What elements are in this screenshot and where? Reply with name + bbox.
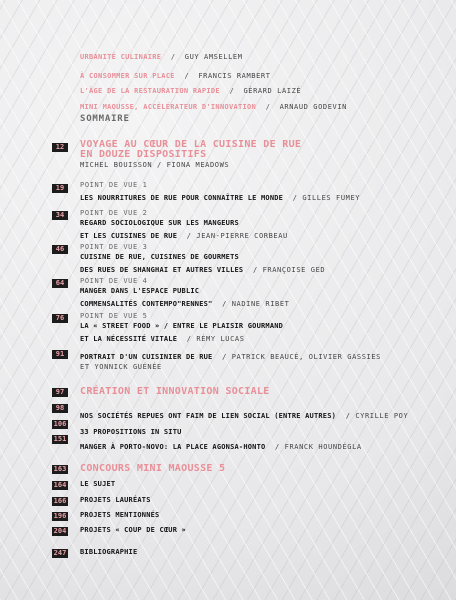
toc-entry[interactable]: PROJETS « COUP DE CŒUR »	[80, 526, 186, 534]
page-number: 164	[53, 481, 67, 489]
page-number: 12	[52, 143, 68, 152]
point-de-vue-label: POINT DE VUE 4	[80, 277, 148, 285]
entry-author: / NADINE RIBET	[222, 300, 290, 308]
intro-tag: L'ÂGE DE LA RESTAURATION RAPIDE	[80, 87, 220, 95]
entry-title: ET LES CUISINES DE RUE	[80, 232, 178, 240]
entry-title: LES NOURRITURES DE RUE POUR CONNAÎTRE LE MONDE	[80, 194, 284, 202]
entry-title: DES RUES DE SHANGHAI ET AUTRES VILLES	[80, 266, 244, 274]
intro-author: GUY AMSELLEM	[184, 53, 243, 61]
section-title: EN DOUZE DISPOSITIFS	[80, 149, 207, 160]
section-authors: MICHEL BOUISSON / FIONA MEADOWS	[80, 161, 230, 169]
point-de-vue-label: POINT DE VUE 2	[80, 209, 148, 217]
page-number: 151	[53, 435, 67, 443]
toc-entry[interactable]	[80, 276, 289, 309]
page-number: 19	[52, 184, 68, 193]
entry-title: PORTRAIT D'UN CUISINIER DE RUE	[80, 353, 213, 361]
section-heading	[80, 140, 301, 170]
page-number: 247	[53, 549, 67, 557]
entry-title: MANGER À PORTO-NOVO: LA PLACE AGONSA-HONTO	[80, 443, 266, 451]
toc-entry[interactable]: PROJETS MENTIONNÉS	[80, 511, 160, 519]
separator: /	[170, 53, 176, 61]
section-title[interactable]: CONCOURS MINI MAOUSSE 5	[80, 463, 226, 474]
page-number: 34	[52, 211, 68, 220]
entry-author: / GILLES FUMEY	[292, 194, 361, 202]
intro-tag: À CONSOMMER SUR PLACE	[80, 72, 175, 80]
entry-title: COMMENSALITÉS CONTEMPO"RENNES"	[80, 300, 213, 308]
page-number: 64	[52, 279, 68, 288]
entry-author: / CYRILLE POY	[345, 412, 409, 420]
intro-item	[80, 44, 243, 63]
toc-entry[interactable]	[80, 180, 360, 203]
page-number: 97	[52, 388, 68, 397]
entry-title: CUISINE DE RUE, CUISINES DE GOURMETS	[80, 253, 239, 261]
intro-author: ARNAUD GODEVIN	[279, 103, 347, 111]
intro-author: FRANCIS RAMBERT	[198, 72, 271, 80]
point-de-vue-label: POINT DE VUE 1	[80, 181, 148, 189]
point-de-vue-label: POINT DE VUE 3	[80, 243, 148, 251]
intro-tag: URBANITÉ CULINAIRE	[80, 53, 162, 61]
toc-entry[interactable]	[80, 242, 325, 275]
intro-author: GÉRARD LAIZÉ	[243, 87, 302, 95]
toc-entry[interactable]	[80, 349, 381, 372]
page-number: 76	[52, 314, 68, 323]
entry-author: / FRANÇOISE GED	[252, 266, 326, 274]
page-number: 163	[53, 465, 67, 473]
toc-entry[interactable]: LE SUJET	[80, 480, 116, 488]
toc-entry[interactable]	[80, 208, 288, 241]
entry-author: ET YONNICK GUÉNÉE	[80, 363, 162, 371]
entry-title: ET LA NÉCESSITÉ VITALE	[80, 335, 178, 343]
page-number: 98	[52, 404, 68, 413]
entry-title: MANGER DANS L'ESPACE PUBLIC	[80, 287, 200, 295]
sommaire-heading: SOMMAIRE	[80, 114, 130, 124]
entry-title: NOS SOCIÉTÉS REPUES ONT FAIM DE LIEN SOCIAL (ENTRE AUTRES)	[80, 412, 337, 420]
page-number: 166	[53, 497, 67, 505]
entry-author: / RÉMY LUCAS	[186, 335, 245, 343]
entry-title: 33 PROPOSITIONS IN SITU	[80, 428, 182, 436]
entry-author: / FRANCK HOUNDÉGLA	[275, 443, 362, 451]
toc-entry[interactable]: PROJETS LAURÉATS	[80, 496, 151, 504]
page-number: 91	[52, 350, 68, 359]
intro-tag: MINI MAOUSSE, ACCÉLÉRATEUR D'INNOVATION	[80, 103, 257, 111]
point-de-vue-label: POINT DE VUE 5	[80, 312, 148, 320]
page-number: 106	[53, 420, 67, 428]
page-number: 196	[53, 512, 67, 520]
separator: /	[184, 72, 189, 80]
toc-entry[interactable]	[80, 434, 362, 453]
entry-title: REGARD SOCIOLOGIQUE SUR LES MANGEURS	[80, 219, 239, 227]
section-title[interactable]: CRÉATION ET INNOVATION SOCIALE	[80, 386, 270, 397]
separator: /	[229, 87, 234, 95]
toc-entry[interactable]: BIBLIOGRAPHIE	[80, 548, 138, 556]
separator: /	[265, 103, 270, 111]
intro-item	[80, 94, 347, 113]
page-number: 46	[52, 245, 68, 254]
entry-author: / JEAN-PIERRE CORBEAU	[186, 232, 288, 240]
toc-entry[interactable]	[80, 311, 283, 344]
section-title: VOYAGE AU CŒUR DE LA CUISINE DE RUE	[80, 139, 302, 150]
page-number: 204	[53, 527, 67, 535]
entry-author: / PATRICK BEAUCÉ, OLIVIER GASSIES	[222, 353, 381, 361]
entry-title: LA « STREET FOOD » / ENTRE LE PLAISIR GOURMAND	[80, 322, 284, 330]
